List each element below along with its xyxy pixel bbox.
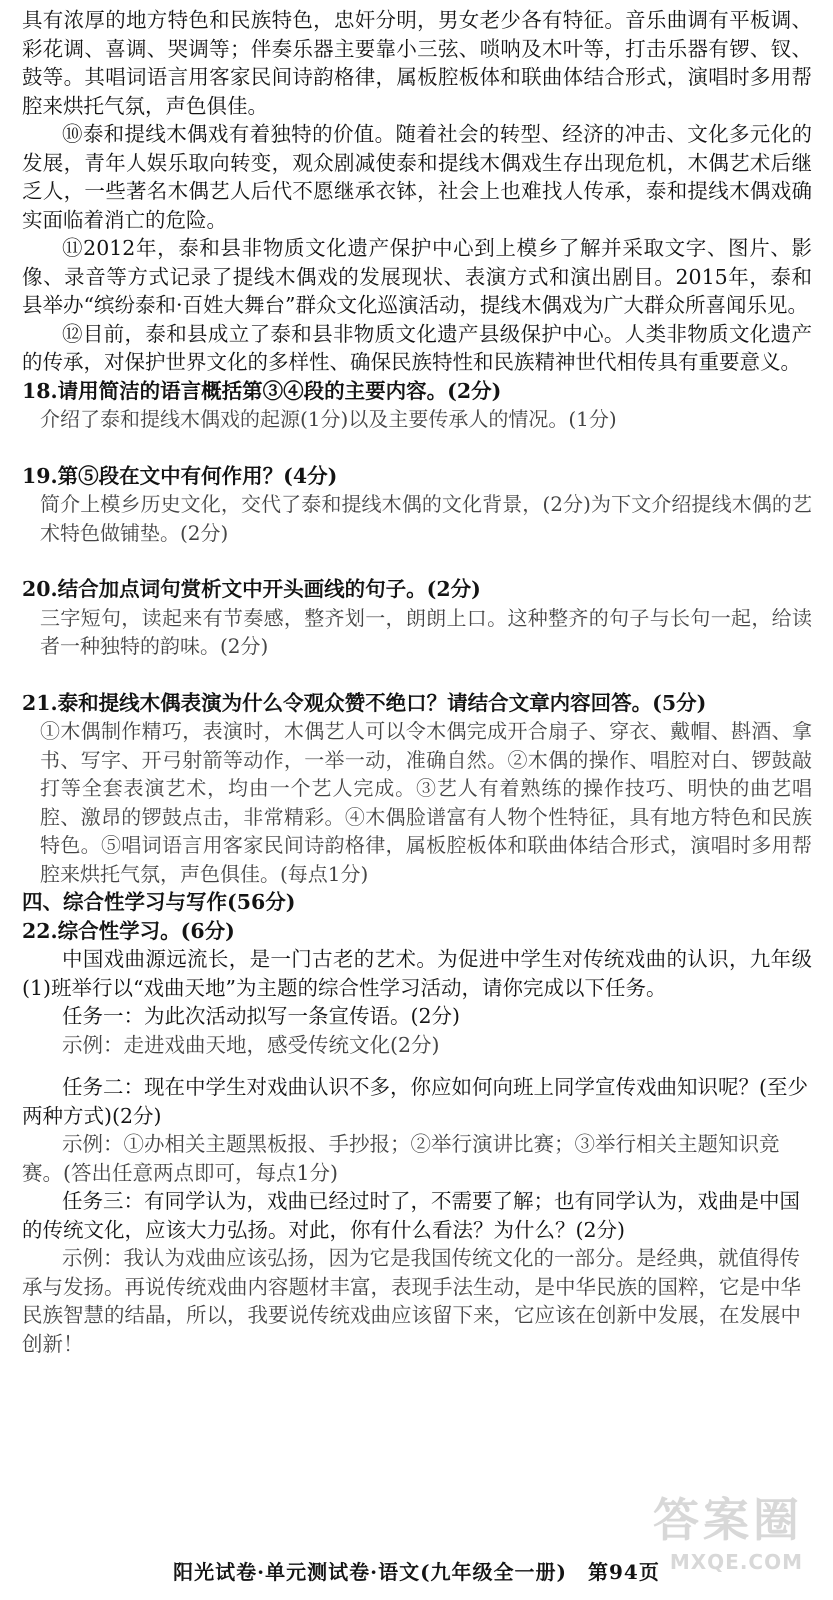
- question-19: 19.第⑤段在文中有何作用？(4分): [22, 463, 338, 488]
- task-1: 任务一：为此次活动拟写一条宣传语。(2分): [62, 1004, 461, 1028]
- question-20: 20.结合加点词句赏析文中开头画线的句子。(2分): [22, 577, 481, 601]
- paragraph-12: ⑫目前，泰和县成立了泰和县非物质文化遗产县级保护中心。人类非物质文化遗产的传承，对保护世界文化的多样性、确保民族特性和民族精神世代相传具有重要意义。: [22, 321, 812, 374]
- task-1-answer: 示例：走进戏曲天地，感受传统文化(2分): [62, 1032, 440, 1057]
- page-footer: 阳光试卷·单元测试卷·语文(九年级全一册) 第94页: [173, 1560, 660, 1584]
- task-3-answer: 示例：我认为戏曲应该弘扬，因为它是我国传统文化的一部分。是经典，就值得传承与发扬。再说传统戏曲内容题材丰富，表现手法生动，是中华民族的国粹，它是中华民族智慧的结晶，所以，我要说传统戏曲应该留下来，它应该在创新中发展，在发展中创新！: [22, 1246, 801, 1356]
- page-content: [22, 6, 812, 1358]
- task-2-answer: 示例：①办相关主题黑板报、手抄报；②举行演讲比赛；③举行相关主题知识竞赛。(答出任意两点即可，每点1分): [22, 1132, 780, 1185]
- paragraph-11: ⑪2012年，泰和县非物质文化遗产保护中心到上模乡了解并采取文字、图片、影像、录音等方式记录了提线木偶戏的发展现状、表演方式和演出剧目。2015年，泰和县举办“缤纷泰和·百姓大舞台”群众文化巡演活动，提线木偶戏为广大群众所喜闻乐见。: [22, 236, 812, 317]
- task-3: 任务三：有同学认为，戏曲已经过时了，不需要了解；也有同学认为，戏曲是中国的传统文化，应该大力弘扬。对此，你有什么看法？为什么？(2分): [22, 1189, 800, 1242]
- watermark-logo-icon: [653, 1490, 803, 1580]
- question-22-intro: 中国戏曲源远流长，是一门古老的艺术。为促进中学生对传统戏曲的认识，九年级(1)班举行以“戏曲天地”为主题的综合性学习活动，请你完成以下任务。: [22, 947, 812, 1000]
- question-21: 21.泰和提线木偶表演为什么令观众赞不绝口？请结合文章内容回答。(5分): [22, 690, 707, 715]
- watermark-url: MXQE.COM: [669, 1550, 803, 1574]
- paragraph-intro: 具有浓厚的地方特色和民族特色，忠奸分明，男女老少各有特征。音乐曲调有平板调、彩花调、喜调、哭调等；伴奏乐器主要靠小三弦、唢呐及木叶等，打击乐器有锣、钗、鼓等。其唱词语言用客家民间诗韵格律，属板腔板体和联曲体结合形式，演唱时多用帮腔来烘托气氛，声色俱佳。: [22, 8, 812, 118]
- task-2: 任务二：现在中学生对戏曲认识不多，你应如何向班上同学宣传戏曲知识呢？(至少两种方式)(2分): [22, 1075, 808, 1128]
- paragraph-10: ⑩泰和提线木偶戏有着独特的价值。随着社会的转型、经济的冲击、文化多元化的发展，青年人娱乐取向转变，观众剧减使泰和提线木偶戏生存出现危机，木偶艺术后继乏人，一些著名木偶艺人后代不愿继承衣钵，社会上也难找人传承，泰和提线木偶戏确实面临着消亡的危险。: [22, 122, 812, 232]
- watermark-logo-text: 答案圈: [653, 1493, 803, 1547]
- answer-18: 介绍了泰和提线木偶戏的起源(1分)以及主要传承人的情况。(1分): [40, 407, 617, 431]
- question-18: 18.请用简洁的语言概括第③④段的主要内容。(2分): [22, 378, 502, 403]
- answer-21: ①木偶制作精巧，表演时，木偶艺人可以令木偶完成开合扇子、穿衣、戴帽、斟酒、拿书、写字、开弓射箭等动作，一举一动，准确自然。②木偶的操作、唱腔对白、锣鼓敲打等全套表演艺术，均由一个艺人完成。③艺人有着熟练的操作技巧、明快的曲艺唱腔、激昂的锣鼓点击，非常精彩。④木偶脸谱富有人物个性特征，具有地方特色和民族特色。⑤唱词语言用客家民间诗韵格律，属板腔板体和联曲体结合形式，演唱时多用帮腔来烘托气氛，声色俱佳。(每点1分): [40, 719, 812, 886]
- answer-19: 简介上模乡历史文化，交代了泰和提线木偶的文化背景，(2分)为下文介绍提线木偶的艺术特色做铺垫。(2分): [40, 492, 812, 545]
- question-22: 22.综合性学习。(6分): [22, 918, 235, 943]
- section-4-title: 四、综合性学习与写作(56分): [22, 890, 296, 914]
- answer-20: 三字短句，读起来有节奏感，整齐划一，朗朗上口。这种整齐的句子与长句一起，给读者一种独特的韵味。(2分): [40, 605, 812, 658]
